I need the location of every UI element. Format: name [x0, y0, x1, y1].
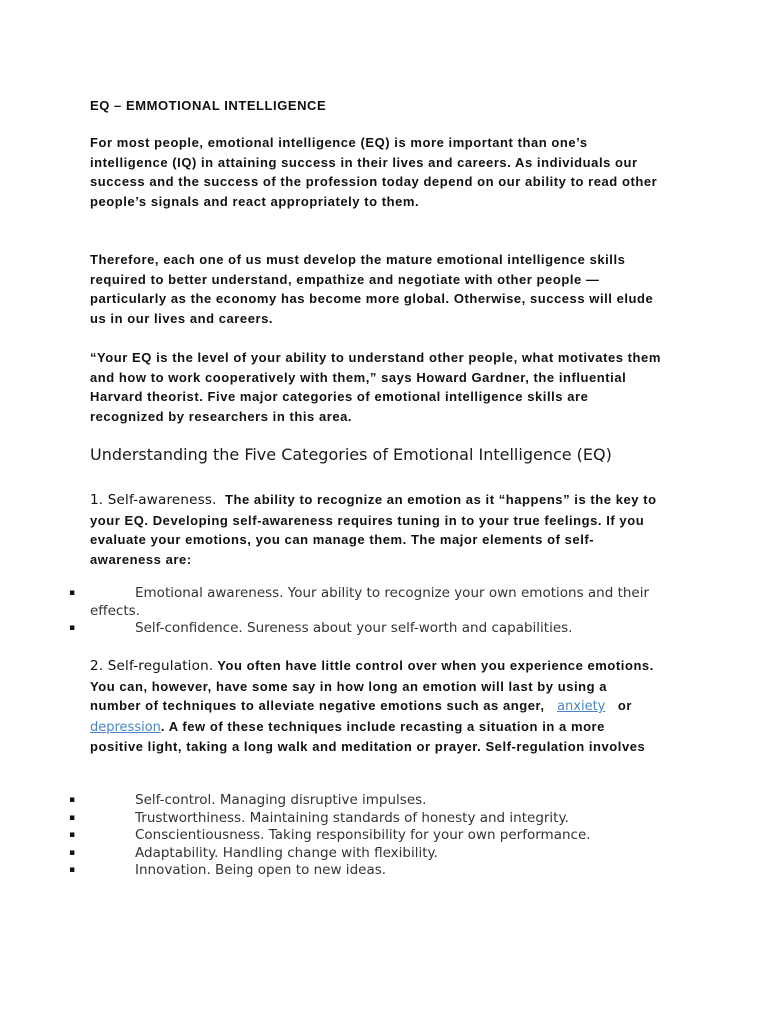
- list-item-text: Trustworthiness. Maintaining standards of honesty and integrity.: [135, 809, 569, 826]
- list-item: [69, 585, 658, 620]
- paragraph-development: Therefore, each one of us must develop the mature emotional intelligence skills required to better understand, empathize and negotiate with other people — particularly as the economy has become more global. Otherwise, success will elude us in our lives and careers.: [90, 252, 654, 326]
- bullet-icon: ▪: [69, 588, 76, 598]
- list-item-text: Innovation. Being open to new ideas.: [135, 862, 387, 878]
- paragraph-quote: “Your EQ is the level of your ability to understand other people, what motivates them and how to work cooperatively with them,” says Howard Gardner, the influential Harvard theorist. Five major categories of emotional intelligence skills are recognized by researchers in this area.: [90, 350, 661, 424]
- section-self-awareness-body: The ability to recognize an emotion as it “happens” is the key to your EQ. Developing self-awareness requires tuning in to your true feelings. If you evaluate your emotions, you can manage them. The major elements of self-awareness are:: [90, 492, 657, 567]
- bullet-icon: ▪: [69, 623, 76, 633]
- anxiety-link[interactable]: anxiety: [557, 699, 606, 714]
- bullet-icon: ▪: [69, 847, 76, 858]
- bullet-icon: ▪: [69, 812, 76, 823]
- link-connector-text: or: [617, 698, 632, 713]
- list-item: [69, 827, 658, 845]
- list-item: [69, 620, 658, 638]
- self-regulation-list: [0, 792, 768, 880]
- list-item-text: Emotional awareness. Your ability to recognize your own emotions and their effects.: [90, 585, 650, 619]
- section-heading: Understanding the Five Categories of Emotional Intelligence (EQ): [90, 445, 612, 464]
- section-self-regulation: [90, 656, 662, 757]
- bullet-icon: ▪: [69, 865, 76, 875]
- section-self-regulation-body-continued: . A few of these techniques include recasting a situation in a more positive light, taking a long walk and meditation or prayer. Self-regulation involves: [90, 718, 646, 754]
- section-self-regulation-heading: 2. Self-regulation.: [90, 658, 214, 674]
- section-self-awareness-heading: 1. Self-awareness.: [90, 492, 217, 508]
- list-item-text: Adaptability. Handling change with flexibility.: [135, 844, 438, 861]
- section-self-regulation-body: You often have little control over when you experience emotions. You can, however, have some say in how long an emotion will last by using a number of techniques to alleviate negative emotions such as anger,: [90, 658, 654, 713]
- paragraph-intro: For most people, emotional intelligence (EQ) is more important than one’s intelligence (IQ) in attaining success in their lives and careers. As individuals our success and the success of the profession today depend on our ability to read other people’s signals and react appropriately to them.: [90, 135, 658, 209]
- bullet-icon: ▪: [69, 830, 76, 840]
- section-self-awareness: [90, 490, 662, 569]
- list-item: [69, 792, 658, 810]
- list-item: [69, 844, 658, 863]
- list-item: [69, 809, 658, 828]
- bullet-icon: ▪: [69, 795, 76, 805]
- document-title: EQ – EMMOTIONAL INTELLIGENCE: [90, 98, 327, 113]
- depression-link[interactable]: depression: [90, 719, 161, 735]
- self-awareness-list: [0, 585, 768, 638]
- list-item-text: Self-control. Managing disruptive impulses.: [135, 792, 427, 808]
- list-item: [69, 862, 658, 880]
- list-item-text: Self-confidence. Sureness about your self-worth and capabilities.: [135, 620, 573, 636]
- list-item-text: Conscientiousness. Taking responsibility for your own performance.: [135, 827, 591, 843]
